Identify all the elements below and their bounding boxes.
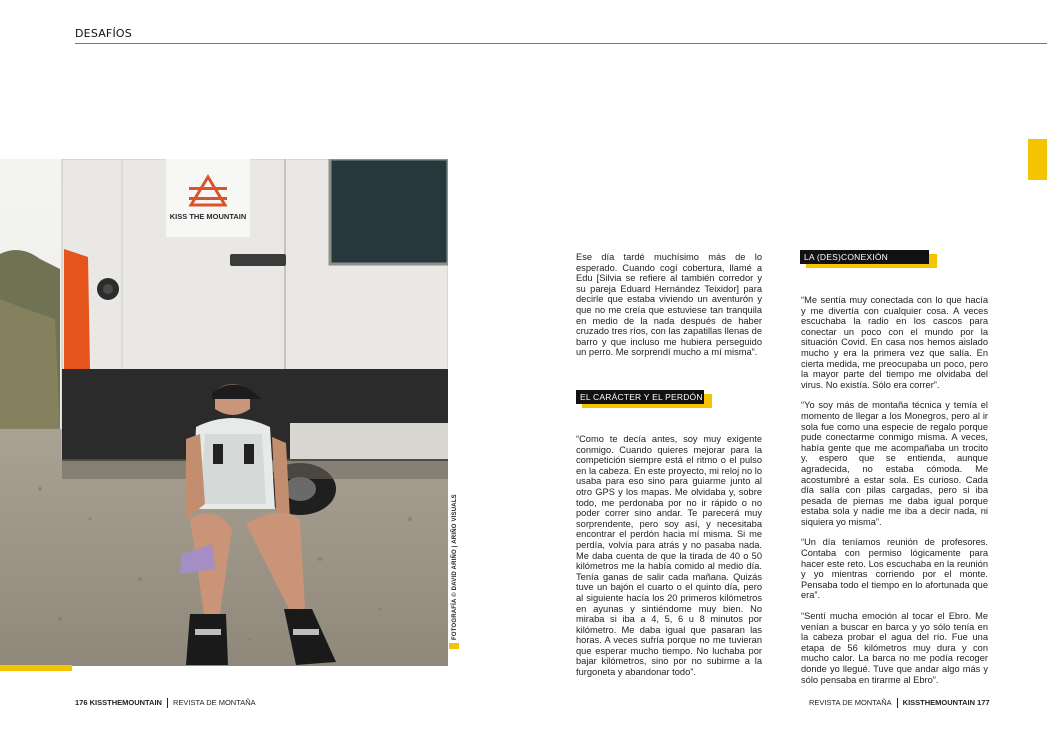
subheading-label: EL CARÁCTER Y EL PERDÓN <box>576 390 704 404</box>
subheading-disconnection <box>800 250 929 264</box>
footer-magazine: REVISTA DE MONTAÑA <box>809 698 892 707</box>
paragraph: “Un día teníamos reunión de profesores. Contaba con permiso lógicamente para hacer este reto. Los escuchaba en la reunión y yo mientras corriendo por el monte. Pensaba todo el tiempo en lo afortunada que era”. <box>801 537 988 601</box>
photo-runner-van <box>0 159 448 666</box>
van-logo-text: KISS THE MOUNTAIN <box>169 212 247 221</box>
footer-left <box>75 698 256 708</box>
paragraph: “Yo soy más de montaña técnica y temía el momento de llegar a los Monegros, pero al ir sola fue como una especie de regalo porque pude conectarme conmigo misma. A veces, había gente que me acompañaba un trocito y, espero que se entienda, aunque agradecida, no estaba cómoda. Me acostumbré a estar sola. Es curioso. Cada día salía con pilas cargadas, pero si iba pesada de piernas me daba igual porque estaba sola y nadie me iba a decir nada, ni siquiera yo misma”. <box>801 400 988 527</box>
article-column-2 <box>576 434 762 688</box>
paragraph: “Como te decía antes, soy muy exigente conmigo. Cuando quieres mejorar para la competición siempre está el ritmo o el pulso en la cabeza. En este proyecto, mi reloj no lo usaba para eso sino para guiarme junto al otro GPS y los mapas. Me olvidaba y, sobre todo, me perdonaba por no ir rápido o no poder correr sino andar. Te parecerá muy sorprendente, pero soy así, y necesitaba encontrar el perdón hacia mí misma. Si me perdía, volvía para atrás y no pasaba nada. Me daba cuenta de que la tirada de 40 o 50 kilómetros me la había comido al medio día. Tenía ganas de salir cada mañana. Quizás tuve un bajón el cuarto o el quinto día, pero al siguiente hacía los 20 primeros kilómetros en ayunas y sintiéndome muy bien. No miraba si iba a 4, 5, 6 u 8 minutos por kilómetro. Me daba igual que pasaran las horas. A veces sufría porque no me tuvieran que esperar mucho tiempo. No luchaba por bajar kilómetros, sino por no subirme a la furgoneta y abandonar todo”. <box>576 434 762 678</box>
paragraph: “Me sentía muy conectada con lo que hacía y me divertía con cualquier cosa. A veces escuchaba la radio en los cascos para conectar un poco con el mundo por la situación Covid. En casa nos hemos aislado mucho y era la primera vez que salía. En cierta medida, me preocupaba un poco, pero la mayor parte del tiempo me olvidaba del virus. No existía. Sólo era correr”. <box>801 295 988 390</box>
page-number: 176 <box>75 698 88 707</box>
photo-credit: FOTOGRAFÍA © DAVID ARIÑO | ARIÑO VISUALS <box>452 494 458 640</box>
article-column-3 <box>801 295 988 695</box>
section-label: DESAFÍOS <box>75 27 132 40</box>
top-rule <box>75 43 1047 44</box>
footer-separator <box>897 698 898 708</box>
footer-brand: KISSTHEMOUNTAIN <box>902 698 976 707</box>
paragraph: Ese día tardé muchísimo más de lo esperado. Cuando cogí cobertura, llamé a Edu [Silvia se refiere al también corredor y su pareja Eduard Hernández Teixidor] para decirle que estaba viviendo un aventurón y que no me creía que estuviese tan tranquila en medio de la nada después de haber cruzado tres ríos, con las zapatillas llenas de barro y que incluso me hubiera perseguido un perro. Me sorprendí mucho a mí misma”. <box>576 252 762 358</box>
photo-accent-bar <box>0 665 72 671</box>
article-column-1 <box>576 252 762 368</box>
footer-right <box>809 698 990 708</box>
page-number: 177 <box>977 698 990 707</box>
footer-magazine: REVISTA DE MONTAÑA <box>172 698 256 707</box>
page-tab-marker <box>1028 139 1047 180</box>
subheading-character-forgiveness <box>576 390 704 404</box>
paragraph: “Sentí mucha emoción al tocar el Ebro. Me venían a buscar en barca y yo sólo tenía en la cabeza probar el agua del río. Fue una etapa de 56 kilómetros muy dura y con mucho calor. La barca no me podía recoger donde yo llegué. Tuve que andar algo más y sólo pensaba en tirarme al Ebro”. <box>801 611 988 685</box>
credit-accent-bar <box>449 643 459 649</box>
footer-separator <box>167 698 168 708</box>
subheading-label: LA (DES)CONEXIÓN <box>800 250 929 264</box>
footer-brand: KISSTHEMOUNTAIN <box>89 698 162 707</box>
photo-illustration <box>0 159 448 666</box>
